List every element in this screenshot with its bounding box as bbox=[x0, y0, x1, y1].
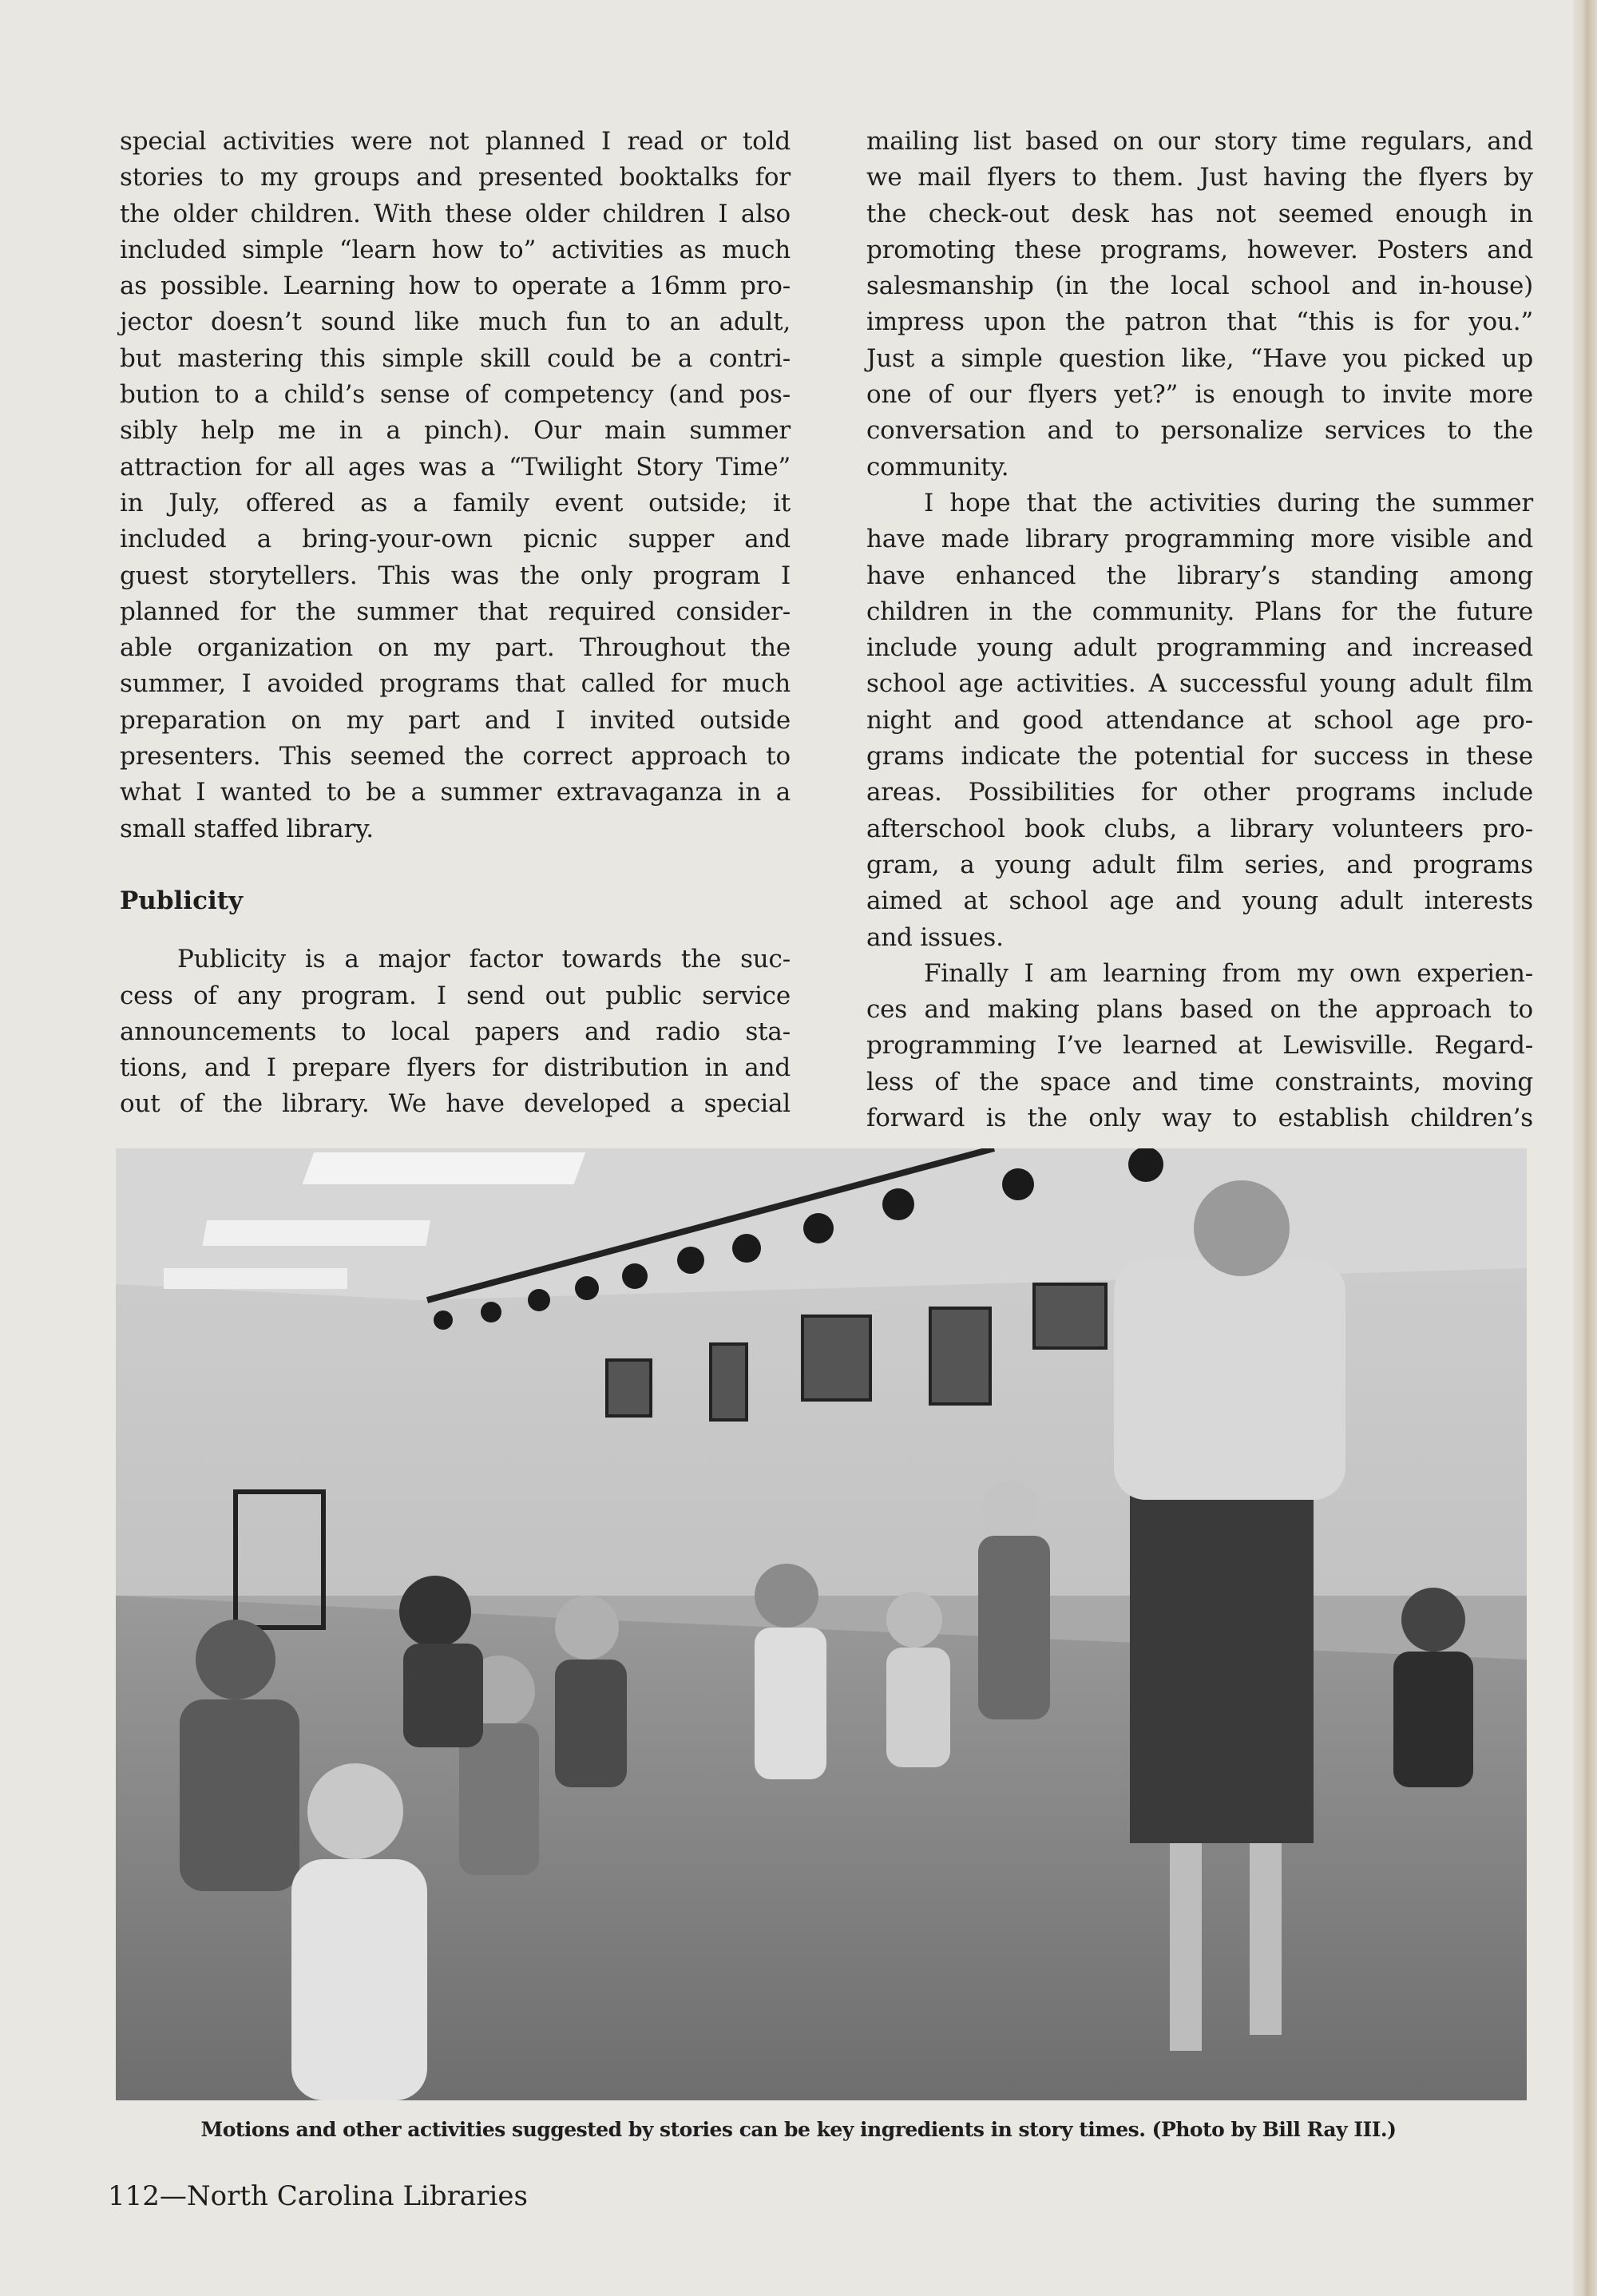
text-line: preparation on my part and I invited outside bbox=[120, 705, 791, 735]
text-line: aimed at school age and young adult interests bbox=[866, 886, 1533, 916]
text-line: impress upon the patron that “this is for you.” bbox=[866, 307, 1533, 337]
photo-caption: Motions and other activities suggested by stories can be key ingredients in story times. (Photo by Bill Ray III.) bbox=[200, 2118, 1397, 2141]
text-line: children in the community. Plans for the future bbox=[866, 597, 1533, 626]
text-line: guest storytellers. This was the only program I bbox=[120, 561, 791, 590]
text-line: programming I’ve learned at Lewisville. Regard- bbox=[866, 1031, 1533, 1061]
text-line: night and good attendance at school age pro- bbox=[866, 705, 1533, 735]
text-line: bution to a child’s sense of competency (and pos- bbox=[120, 380, 791, 410]
text-line: one of our flyers yet?” is enough to invite more bbox=[866, 380, 1533, 410]
text-line: ces and making plans based on the approach to bbox=[866, 995, 1533, 1025]
text-line: but mastering this simple skill could be a contri- bbox=[120, 343, 791, 373]
text-line: stories to my groups and presented booktalks for bbox=[120, 163, 791, 192]
text-line: planned for the summer that required consider- bbox=[120, 597, 791, 626]
text-line: include young adult programming and increased bbox=[866, 633, 1533, 663]
paragraph bbox=[866, 486, 1533, 956]
text-line: cess of any program. I send out public service bbox=[120, 981, 791, 1010]
text-line: school age activities. A successful young adult film bbox=[866, 669, 1533, 699]
text-line: community. bbox=[866, 452, 1009, 482]
text-line: tions, and I prepare flyers for distribution in and bbox=[120, 1053, 791, 1083]
text-line: summer, I avoided programs that called for much bbox=[120, 669, 791, 699]
text-line: announcements to local papers and radio sta- bbox=[120, 1017, 791, 1046]
text-line: promoting these programs, however. Posters and bbox=[866, 235, 1533, 264]
text-line: salesmanship (in the local school and in-house) bbox=[866, 272, 1533, 301]
story-time-photo bbox=[116, 1148, 1527, 2100]
left-column bbox=[120, 124, 791, 1123]
text-line: out of the library. We have developed a special bbox=[120, 1089, 791, 1119]
text-line: have made library programming more visible and bbox=[866, 525, 1533, 554]
text-line: conversation and to personalize services to the bbox=[866, 416, 1533, 446]
paragraph bbox=[120, 124, 791, 847]
text-line: in July, offered as a family event outside; it bbox=[120, 488, 791, 517]
text-line: as possible. Learning how to operate a 16mm pro- bbox=[120, 272, 791, 301]
text-line: attraction for all ages was a “Twilight Story Time” bbox=[120, 452, 791, 482]
text-line: areas. Possibilities for other programs include bbox=[866, 778, 1533, 807]
text-line: small staffed library. bbox=[120, 814, 374, 843]
text-line: included simple “learn how to” activities as much bbox=[120, 235, 791, 264]
text-line: grams indicate the potential for success in these bbox=[866, 742, 1533, 771]
text-line: we mail flyers to them. Just having the flyers by bbox=[866, 163, 1533, 192]
text-line: able organization on my part. Throughout the bbox=[120, 633, 791, 663]
text-line: less of the space and time constraints, moving bbox=[866, 1067, 1533, 1096]
text-line: Publicity is a major factor towards the suc- bbox=[177, 945, 791, 974]
text-line: Just a simple question like, “Have you picked up bbox=[866, 343, 1533, 373]
text-line: presenters. This seemed the correct approach to bbox=[120, 742, 791, 771]
page-footer: 112—North Carolina Libraries bbox=[108, 2180, 528, 2212]
text-line: sibly help me in a pinch). Our main summer bbox=[120, 416, 791, 446]
paragraph bbox=[120, 942, 791, 1122]
text-line: Finally I am learning from my own experien- bbox=[924, 958, 1533, 988]
section-heading-publicity: Publicity bbox=[120, 886, 244, 915]
text-line: jector doesn’t sound like much fun to an adult, bbox=[120, 307, 791, 337]
text-line: forward is the only way to establish children’s bbox=[866, 1104, 1533, 1133]
text-line: special activities were not planned I read or told bbox=[120, 127, 791, 156]
right-column bbox=[866, 124, 1533, 1136]
text-line: included a bring-your-own picnic supper and bbox=[120, 525, 791, 554]
text-line: have enhanced the library’s standing among bbox=[866, 561, 1533, 590]
photo-illustration bbox=[116, 1148, 1527, 2100]
paragraph bbox=[866, 956, 1533, 1136]
paragraph bbox=[866, 124, 1533, 486]
text-line: the older children. With these older children I also bbox=[120, 199, 791, 228]
text-line: the check-out desk has not seemed enough in bbox=[866, 199, 1533, 228]
text-line: gram, a young adult film series, and programs bbox=[866, 850, 1533, 879]
text-line: I hope that the activities during the summer bbox=[924, 488, 1533, 517]
text-line: and issues. bbox=[866, 922, 1004, 952]
page-binding-edge bbox=[1573, 0, 1597, 2296]
text-line: what I wanted to be a summer extravaganza in a bbox=[120, 778, 791, 807]
text-line: mailing list based on our story time regulars, and bbox=[866, 127, 1533, 156]
text-line: afterschool book clubs, a library volunteers pro- bbox=[866, 814, 1533, 843]
